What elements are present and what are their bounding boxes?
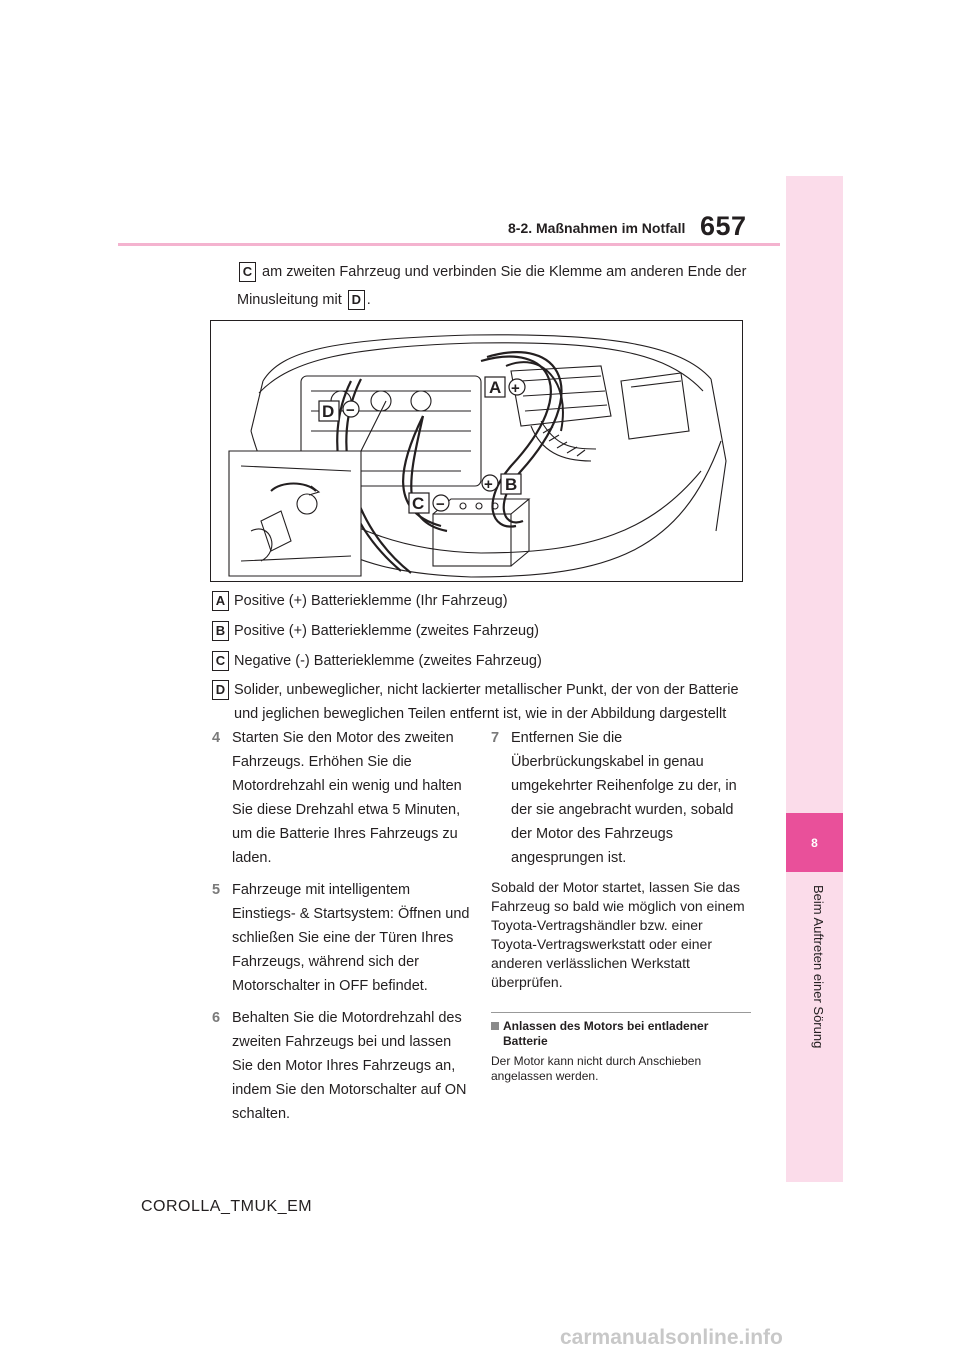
legend-text-d: Solider, unbeweglicher, nicht lackierter metallischer Punkt, der von der Batterie und jeglichen beweglichen Teilen entfernt ist, wie in der Abbildung dargestellt: [234, 682, 739, 722]
legend-key-a: A: [212, 591, 229, 611]
engine-bay-drawing: [211, 321, 742, 581]
watermark: carmanualsonline.info: [560, 1326, 783, 1349]
legend-item-c: [212, 649, 752, 673]
chapter-number: 8: [811, 835, 818, 850]
legend-key-c: C: [212, 651, 229, 671]
steps-right-column: [491, 726, 751, 1084]
intro-text-2: Minusleitung mit: [237, 292, 342, 308]
step-number: 5: [212, 882, 221, 898]
note-text: Der Motor kann nicht durch Anschieben angelassen werden.: [491, 1054, 702, 1083]
inset-detail-frame: [229, 451, 361, 576]
intro-text-1: am zweiten Fahrzeug und verbinden Sie die Klemme am anderen Ende der: [262, 264, 747, 280]
steps-left-column: [212, 726, 474, 1134]
legend-key-b: B: [212, 621, 229, 641]
step-number: 4: [212, 730, 221, 746]
step-text: Entfernen Sie die Überbrückungskabel in genau umgekehrter Reihenfolge zu der, in der sie angebracht wurden, sobald der Motor des Fahrzeugs angesprungen ist.: [511, 730, 737, 866]
step-number: 6: [212, 1010, 221, 1026]
page-number: 657: [700, 211, 747, 241]
note-square-icon: [491, 1022, 499, 1030]
minus-symbol-c: −: [436, 496, 445, 513]
key-d-badge: D: [348, 290, 365, 310]
minus-symbol-d: −: [346, 402, 355, 419]
fuse-box: [621, 373, 689, 439]
intro-text-3: .: [366, 292, 371, 308]
callout-b: B: [505, 475, 518, 494]
after-steps-paragraph: Sobald der Motor startet, lassen Sie das Fahrzeug so bald wie möglich von einem Toyota-Vertragshändler bzw. einer Toyota-Vertragswerkstatt oder einer anderen verlässlichen Werkstatt überprüfen.: [491, 879, 745, 990]
chapter-number-badge: [786, 813, 843, 872]
header-rule: [118, 243, 780, 246]
plus-symbol-a: +: [511, 380, 520, 397]
step-5: [212, 878, 474, 998]
callout-d: D: [322, 402, 335, 421]
legend-item-d: [212, 678, 752, 726]
legend-text-c: Negative (-) Batterieklemme (zweites Fahrzeug): [234, 653, 542, 669]
chapter-label: Beim Auftreten einer Sörung: [811, 885, 826, 1049]
step-4: [212, 726, 474, 870]
hood-edge: [263, 335, 711, 381]
step-7: [491, 726, 751, 870]
plus-symbol-b: +: [484, 476, 493, 493]
callout-a: A: [489, 378, 502, 397]
legend-item-a: [212, 589, 752, 613]
note-heading-text: Anlassen des Motors bei entladener Batterie: [503, 1019, 709, 1048]
key-c-badge: C: [239, 262, 256, 282]
note-heading: [491, 1019, 751, 1049]
step-text: Behalten Sie die Motordrehzahl des zweiten Fahrzeugs bei und lassen Sie den Motor Ihres Fahrzeugs an, indem Sie den Motorschalter auf ON schalten.: [232, 1010, 467, 1122]
legend-key-d: D: [212, 680, 229, 700]
engine-bay-illustration: [210, 320, 743, 582]
step-number: 7: [491, 730, 500, 746]
footer-model-code: COROLLA_TMUK_EM: [141, 1198, 313, 1215]
callout-c: C: [412, 494, 425, 513]
section-title: 8-2. Maßnahmen im Notfall: [508, 220, 686, 236]
step-6: [212, 1006, 474, 1126]
legend-text-a: Positive (+) Batterieklemme (Ihr Fahrzeug): [234, 593, 508, 609]
step-text: Fahrzeuge mit intelligentem Einstiegs- & Startsystem: Öffnen und schließen Sie eine der Türen Ihres Fahrzeugs, während sich der Motorschalter in OFF befindet.: [232, 882, 470, 994]
legend-text-b: Positive (+) Batterieklemme (zweites Fahrzeug): [234, 623, 540, 639]
intro-paragraph: [237, 258, 767, 314]
note-divider: [491, 1012, 751, 1013]
legend-item-b: [212, 619, 752, 643]
step-text: Starten Sie den Motor des zweiten Fahrzeugs. Erhöhen Sie die Motordrehzahl ein wenig und halten Sie diese Drehzahl etwa 5 Minuten, um die Batterie Ihres Fahrzeugs zu laden.: [232, 730, 462, 866]
